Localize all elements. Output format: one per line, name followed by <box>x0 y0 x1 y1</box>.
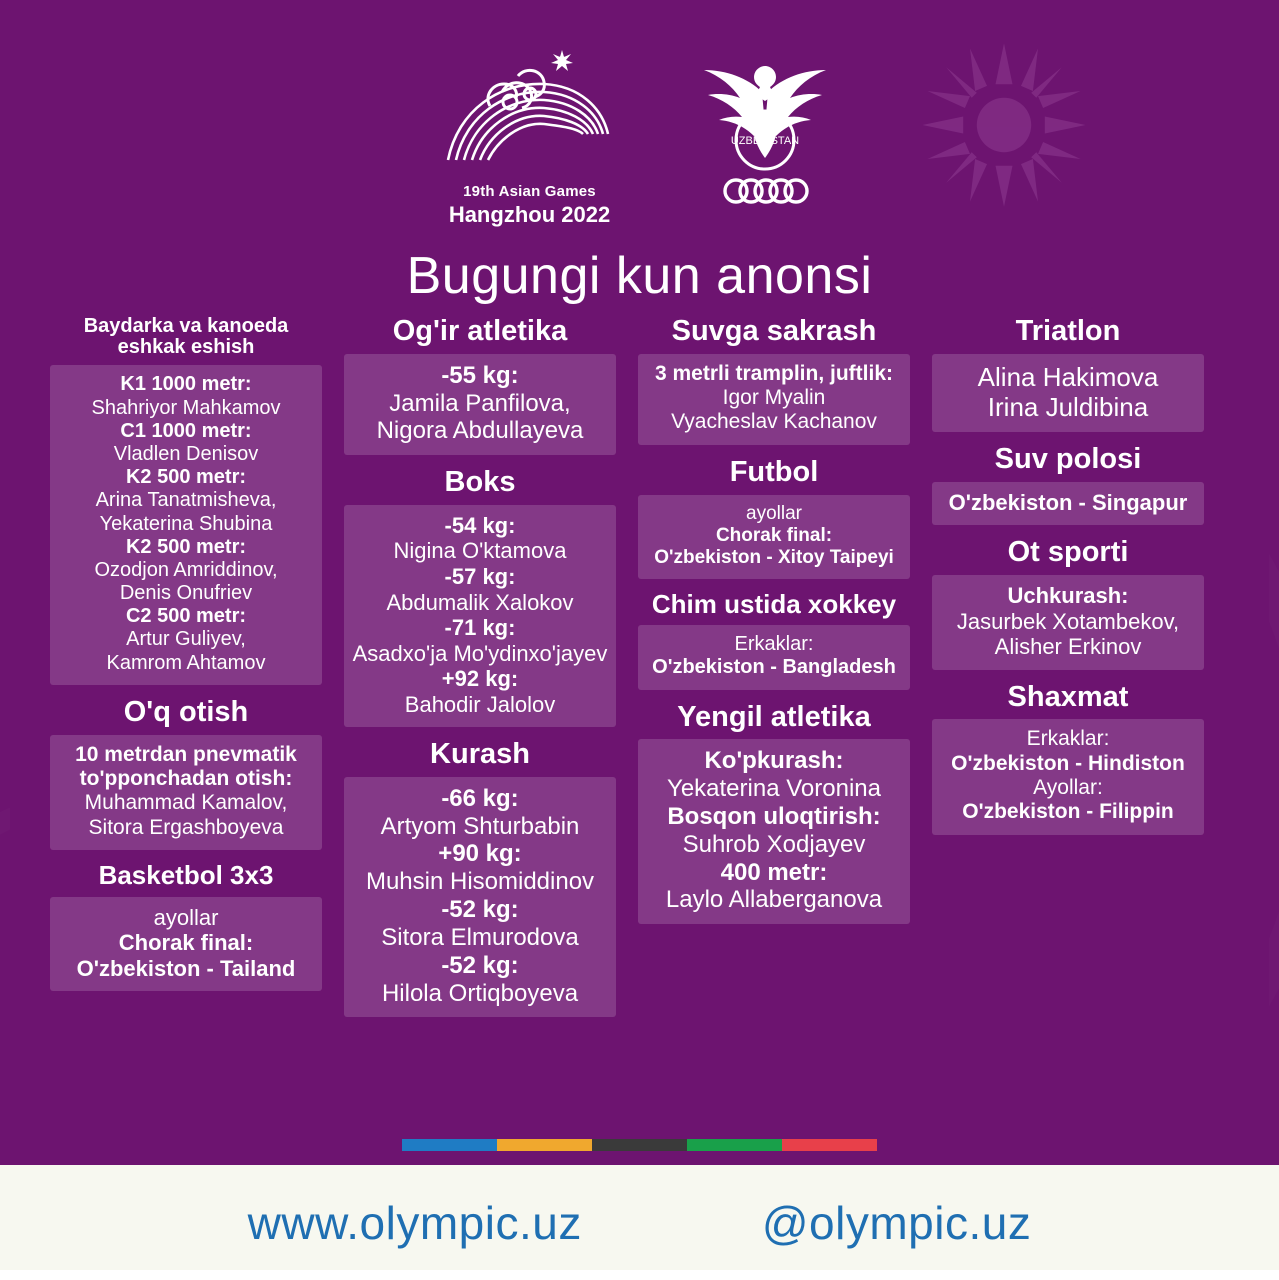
color-bar-segment-1 <box>402 1139 497 1151</box>
event-label: Uchkurash: <box>1007 583 1129 609</box>
event-label: 3 metrli tramplin, juftlik: <box>654 361 894 385</box>
column-1 <box>50 310 322 1029</box>
color-bar-segment-2 <box>497 1139 592 1151</box>
logo-row <box>10 48 1269 228</box>
sport-card <box>344 354 616 455</box>
athlete-name: Jasurbek Xotambekov, <box>956 608 1180 634</box>
event-label: Chorak final: <box>715 524 833 546</box>
athlete-name: Yekaterina Shubina <box>99 512 273 535</box>
sport-card <box>932 719 1204 834</box>
uzbekistan-eagle-icon <box>690 48 840 218</box>
event-label: -57 kg: <box>444 563 516 589</box>
athlete-name: Arina Tanatmisheva, <box>95 489 277 512</box>
poster-canvas <box>10 10 1269 1165</box>
sport-card <box>932 575 1204 670</box>
sport-heading: Basketbol 3x3 <box>98 859 274 890</box>
content-columns <box>50 310 1235 1029</box>
social-handle[interactable]: @olympic.uz <box>761 1196 1032 1249</box>
column-2 <box>344 310 616 1029</box>
sport-heading: Kurash <box>430 738 530 771</box>
athlete-name: Alina Hakimova <box>977 361 1159 392</box>
sport-heading: Ot sporti <box>1007 536 1129 569</box>
athlete-name: Jamila Panfilova, <box>389 389 571 417</box>
athlete-name: Artyom Shturbabin <box>380 812 580 840</box>
sport-heading: Suvga sakrash <box>671 315 877 347</box>
color-bar <box>10 1139 1269 1151</box>
athlete-name: Hilola Ortiqboyeva <box>381 979 579 1007</box>
sport-card <box>932 482 1204 526</box>
event-label: 10 metrdan pnevmatik <box>75 742 297 766</box>
athlete-name: Muhammad Kamalov, <box>84 791 288 815</box>
athlete-name: Ayollar: <box>1033 776 1103 800</box>
noc-label: UZBEKISTAN <box>730 135 799 147</box>
event-label: -66 kg: <box>441 784 519 812</box>
sport-heading: Triatlon <box>1015 315 1121 347</box>
athlete-name: Nigina O'ktamova <box>393 538 567 564</box>
sport-card <box>344 777 616 1018</box>
athlete-name: Kamrom Ahtamov <box>106 651 266 674</box>
event-label: -55 kg: <box>441 361 519 389</box>
athlete-name: Irina Juldibina <box>987 391 1149 422</box>
athlete-name: Yekaterina Voronina <box>667 775 881 803</box>
website-link[interactable]: www.olympic.uz <box>247 1196 582 1249</box>
sport-card <box>50 897 322 992</box>
event-label: Ko'pkurash: <box>704 747 844 775</box>
sport-heading: Boks <box>444 466 516 499</box>
event-label: -52 kg: <box>441 896 519 924</box>
athlete-name: ayollar <box>153 904 219 930</box>
athlete-name: Laylo Allaberganova <box>665 886 883 914</box>
sport-card <box>50 735 322 850</box>
athlete-name: Vladlen Denisov <box>113 442 259 465</box>
poster-header <box>10 10 1269 310</box>
page-title: Bugungi kun anonsi <box>406 247 873 305</box>
column-3 <box>638 310 910 1029</box>
sport-card <box>638 739 910 924</box>
event-label: -54 kg: <box>444 512 516 538</box>
color-bar-segment-4 <box>687 1139 782 1151</box>
event-label: O'zbekiston - Singapur <box>948 489 1188 515</box>
sport-heading: Shaxmat <box>1007 680 1129 713</box>
sport-card <box>50 365 322 684</box>
athlete-name: Suhrob Xodjayev <box>682 830 866 858</box>
sport-card <box>638 495 910 579</box>
asian-games-label-line1: 19th Asian Games <box>463 183 596 200</box>
event-label: -71 kg: <box>444 615 516 641</box>
asian-games-logo <box>440 48 620 228</box>
athlete-name: Vyacheslav Kachanov <box>671 410 877 434</box>
sport-heading: O'q otish <box>123 695 249 728</box>
athlete-name: Erkaklar: <box>734 633 814 656</box>
event-label: C2 500 metr: <box>125 605 247 628</box>
column-4 <box>932 310 1204 1029</box>
event-label: 400 metr: <box>720 858 828 886</box>
athlete-name: Muhsin Hisomiddinov <box>365 868 595 896</box>
athlete-name: Asadxo'ja Mo'ydinxo'jayev <box>352 640 608 666</box>
noc-uzbekistan-logo <box>690 48 840 223</box>
athlete-name: ayollar <box>746 502 802 524</box>
footer-divider <box>0 1270 1279 1280</box>
event-label: O'zbekiston - Filippin <box>962 800 1174 824</box>
sport-card <box>638 625 910 689</box>
sport-card <box>344 505 616 727</box>
event-label: O'zbekiston - Bangladesh <box>652 656 896 679</box>
sport-heading: Chim ustida xokkey <box>651 588 897 619</box>
event-label: C1 1000 metr: <box>120 419 252 442</box>
athlete-name: Igor Myalin <box>722 386 826 410</box>
event-label: to'pponchadan otish: <box>79 766 293 790</box>
event-label: K2 500 metr: <box>125 535 247 558</box>
sport-heading: Yengil atletika <box>677 700 871 733</box>
event-label: O'zbekiston - Hindiston <box>951 751 1185 775</box>
athlete-name: Nigora Abdullayeva <box>376 417 584 445</box>
footer <box>0 1165 1279 1280</box>
athlete-name: Shahriyor Mahkamov <box>91 396 281 419</box>
event-label: K2 500 metr: <box>125 466 247 489</box>
event-label: O'zbekiston - Xitoy Taipeyi <box>654 546 894 568</box>
event-label: +92 kg: <box>441 666 519 692</box>
asian-games-label-line2: Hangzhou 2022 <box>448 202 611 227</box>
sport-card <box>638 354 910 445</box>
event-label: K1 1000 metr: <box>120 373 252 396</box>
athlete-name: Artur Guliyev, <box>126 628 246 651</box>
asian-games-emblem-icon <box>440 48 620 178</box>
athlete-name: Sitora Ergashboyeva <box>88 815 284 839</box>
sport-heading: Suv polosi <box>994 443 1142 476</box>
athlete-name: Sitora Elmurodova <box>381 923 579 951</box>
athlete-name: Bahodir Jalolov <box>404 691 556 717</box>
sport-heading: Baydarka va kanoeda eshkak eshish <box>83 315 289 359</box>
event-label: +90 kg: <box>438 840 522 868</box>
athlete-name: Abdumalik Xalokov <box>386 589 574 615</box>
athlete-name: Denis Onufriev <box>119 582 253 605</box>
color-bar-segment-3 <box>592 1139 687 1151</box>
event-label: Bosqon uloqtirish: <box>667 802 881 830</box>
sport-heading: Og'ir atletika <box>392 315 568 347</box>
color-bar-segment-5 <box>782 1139 877 1151</box>
sport-heading: Futbol <box>729 455 819 488</box>
athlete-name: Erkaklar: <box>1026 727 1110 751</box>
event-label: O'zbekiston - Tailand <box>76 955 296 981</box>
sport-card <box>932 354 1204 432</box>
event-label: -52 kg: <box>441 951 519 979</box>
athlete-name: Alisher Erkinov <box>994 634 1142 660</box>
athlete-name: Ozodjon Amriddinov, <box>94 558 278 581</box>
event-label: Chorak final: <box>118 930 254 956</box>
